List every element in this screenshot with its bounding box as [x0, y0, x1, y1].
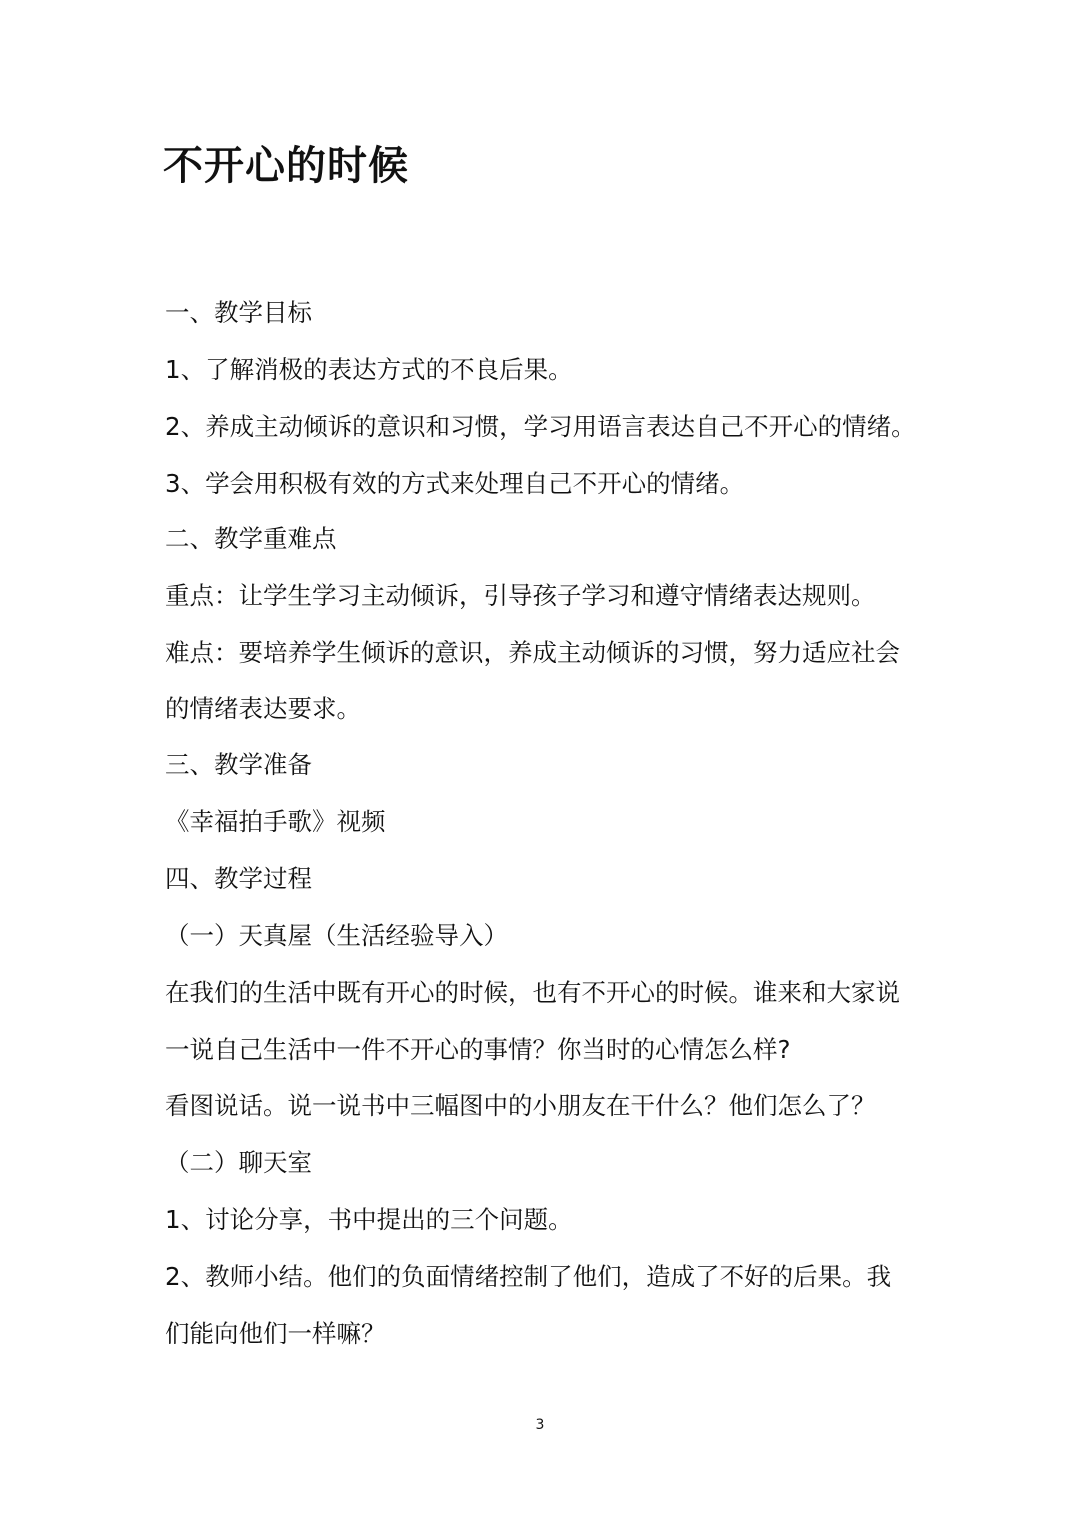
goal-item-1: 1、了解消极的表达方式的不良后果。	[165, 355, 573, 384]
key-point-text: 重点：让学生学习主动倾诉，引导孩子学习和遵守情绪表达规则。	[165, 581, 876, 610]
preparation-item: 《幸福拍手歌》视频	[165, 807, 386, 836]
discussion-item-2-continued: 们能向他们一样嘛？	[165, 1319, 386, 1348]
page-number: 3	[535, 1417, 545, 1433]
discussion-item-1: 1、讨论分享，书中提出的三个问题。	[165, 1205, 573, 1234]
goal-item-2: 2、养成主动倾诉的意识和习惯，学习用语言表达自己不开心的情绪。	[165, 412, 916, 441]
process-paragraph-1: 在我们的生活中既有开心的时候，也有不开心的时候。谁来和大家说	[165, 978, 900, 1007]
process-paragraph-1-continued: 一说自己生活中一件不开心的事情？你当时的心情怎么样?	[165, 1035, 791, 1064]
section-heading-key-points: 二、教学重难点	[165, 524, 337, 553]
process-subheading-2: （二）聊天室	[165, 1148, 312, 1177]
discussion-item-2: 2、教师小结。他们的负面情绪控制了他们，造成了不好的后果。我	[165, 1262, 892, 1291]
process-subheading-1: （一）天真屋（生活经验导入）	[165, 921, 508, 950]
section-heading-process: 四、教学过程	[165, 864, 312, 893]
process-paragraph-2: 看图说话。说一说书中三幅图中的小朋友在干什么？他们怎么了？	[165, 1091, 876, 1120]
section-heading-goals: 一、教学目标	[165, 298, 312, 327]
document-title: 不开心的时候	[163, 143, 409, 189]
difficult-point-text: 难点：要培养学生倾诉的意识，养成主动倾诉的习惯，努力适应社会	[165, 638, 900, 667]
goal-item-3: 3、学会用积极有效的方式来处理自己不开心的情绪。	[165, 469, 745, 498]
difficult-point-text-continued: 的情绪表达要求。	[165, 694, 361, 723]
section-heading-preparation: 三、教学准备	[165, 750, 312, 779]
